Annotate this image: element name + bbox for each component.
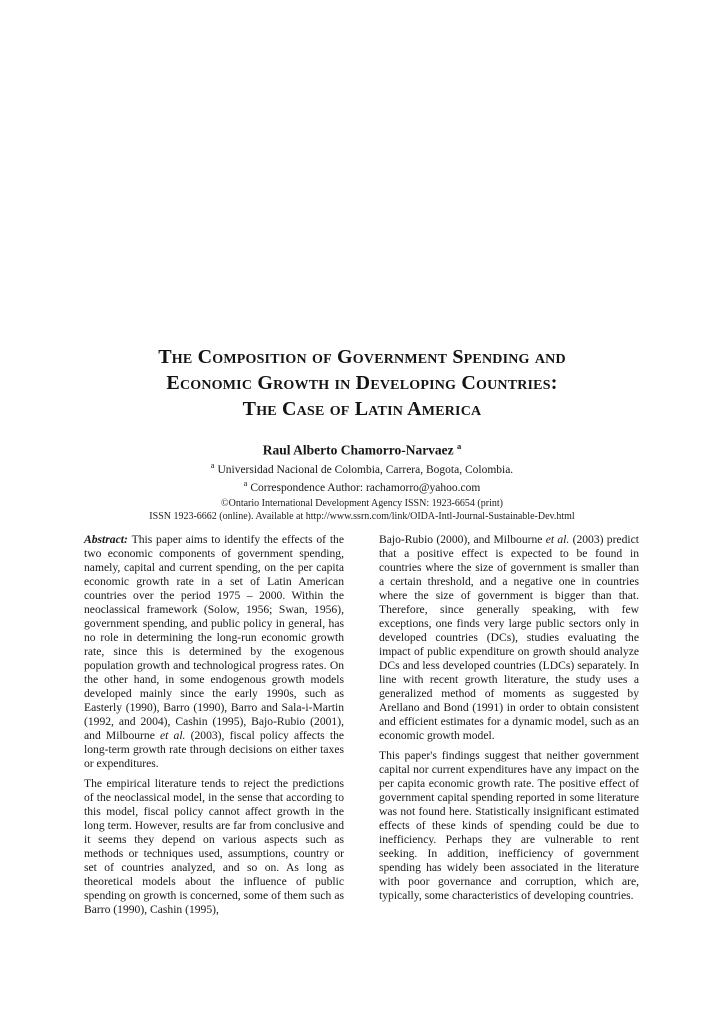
right-column: [379, 533, 639, 917]
author-name-text: Raul Alberto Chamorro-Narvaez: [262, 442, 454, 458]
issn-online-line: ISSN 1923-6662 (online). Available at http://www.ssrn.com/link/OIDA-Intl-Journal-Sustainable-Dev.html: [149, 510, 575, 522]
author-name: [0, 438, 724, 459]
title-line-3: The Case of Latin America: [242, 398, 482, 420]
abstract-paragraph-2: The empirical literature tends to reject the predictions of the neoclassical model, in the sense that according to this model, fiscal policy cannot affect growth in the long term. However, results are far from conclusive and it seems they depend on various aspects such as methods or techniques used, assumptions, country or set of countries analyzed, and so on. As long as theoretical models about the influence of public spending on growth is concerned, some of them such as Barro (1990), Cashin (1995),: [84, 777, 344, 916]
author-block: [0, 438, 724, 495]
affiliation-text: Universidad Nacional de Colombia, Carrera, Bogota, Colombia.: [214, 463, 514, 476]
title-line-2: Economic Growth in Developing Countries:: [166, 372, 558, 394]
author-affiliation-line: [0, 459, 724, 477]
abstract-paragraph-1: Abstract: This paper aims to identify the effects of the two economic components of government spending, namely, capital and current spending, on the per capita economic growth rate in a set of Latin American countries over the period 1975 – 2000. Within the neoclassical framework (Solow, 1956; Swan, 1956), government spending, and public policy in general, has no role in determining the long-run economic growth rate, since this is determined by the exogenous population growth and technological progress rates. On the other hand, in some endogenous growth models developed mainly since the early 1990s, such as Easterly (1990), Barro (1990), Barro and Sala-i-Martin (1992, and 2004), Cashin (1995), Bajo-Rubio (2001), and Milbourne et al. (2003), fiscal policy affects the long-term growth rate through decisions on either taxes or expenditures.: [84, 533, 345, 770]
abstract-paragraph-4: This paper's findings suggest that neither government capital nor current expenditures have any impact on the per capita economic growth rate. The positive effect of government capital spending reported in some literature was not found here. Statistically insignificant estimated effects of these kinds of spending could be due to inefficiency. Perhaps they are vulnerable to rent seeking. In addition, inefficiency of government spending has widely been associated in the literature with poor governance and corruption, which are, typically, some characteristics of developing countries.: [379, 749, 639, 902]
correspondence-text: Correspondence Author: rachamorro@yahoo.com: [247, 481, 481, 494]
title-line-1: The Composition of Government Spending and: [158, 346, 566, 368]
abstract-paragraph-3: Bajo-Rubio (2000), and Milbourne et al. (2003) predict that a positive effect is expected to be found in countries where the size of government is smaller than a certain threshold, and a negative one in countries where the size of government is bigger than that. Therefore, since generally speaking, with few exceptions, one finds very large public sectors only in developed countries (DCs), studies evaluating the impact of public expenditure on growth should analyze DCs and less developed countries (LDCs) separately. In line with recent growth literature, the study uses a generalized method of moments as suggested by Arellano and Bond (1991) in order to obtain consistent and efficient estimates for a dynamic model, such as an economic growth model.: [379, 533, 639, 742]
left-column: [84, 533, 344, 917]
paper-title: [84, 344, 640, 422]
affiliation-marker: a: [210, 459, 215, 470]
correspondence-line: [0, 477, 724, 495]
issn-print-line: ©Ontario International Development Agency ISSN: 1923-6654 (print): [221, 498, 503, 509]
abstract-columns: [84, 533, 640, 917]
publisher-block: [0, 498, 724, 523]
author-affiliation-marker: a: [457, 441, 462, 451]
correspondence-marker: a: [243, 477, 248, 488]
